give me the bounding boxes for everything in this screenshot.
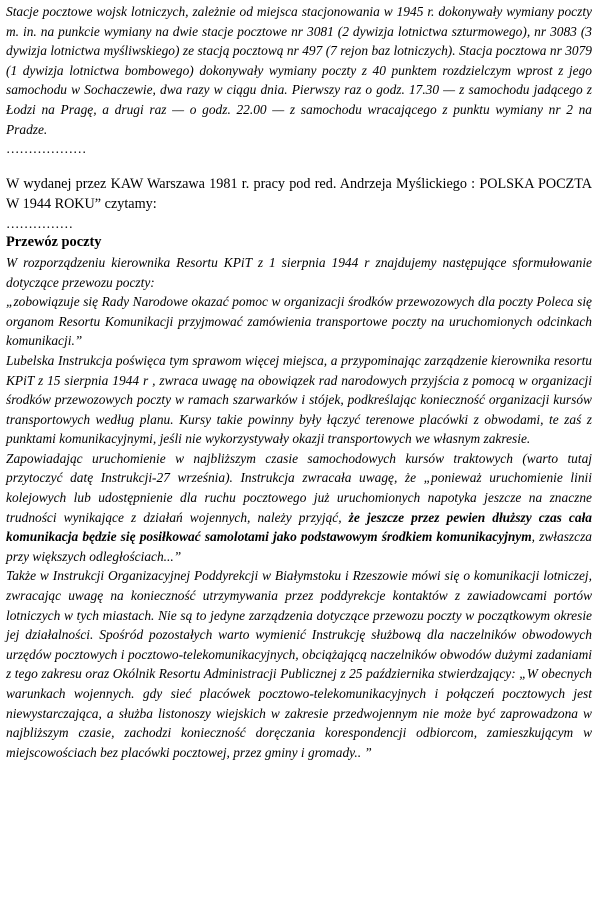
section-heading: Przewóz poczty — [6, 234, 102, 251]
document-page — [6, 2, 592, 762]
paragraph-organizational-instruction: Także w Instrukcji Organizacyjnej Poddyrekcji w Białymstoku i Rzeszowie mówi się o komunikacji lotniczej, zwracając uwagę na konieczność utrzymywania przez poddyrekcje kontaktów z zawiadowcami portów lotniczych w tych miastach. Nie są to jedyne zarządzenia dotyczące przewozu poczty w początkowym okresie jej działalności. Spośród pozostałych warto wymienić Instrukcję służbową dla naczelników obwodowych urzędów pocztowych i pocztowo-telekomunikacyjnych, obciążającą naczelników obwodów dużymi zadaniami z tego zakresu oraz Okólnik Resortu Administracji Publicznej z 25 października stwierdzający: „W obecnych warunkach wojennych. gdy sieć placówek pocztowo-telekomunikacyjnych i połączeń pocztowych jest niewystarczająca, a służba listonoszy wiejskich w zakresie przedwojennym nie może być zaprowadzona w najbliższym czasie, zachodzi konieczność doręczania korespondencji odbiorcom, zamieszkującym w miejscowościach bez placówki pocztowej, przez gminy i gromady.. ” — [6, 568, 592, 760]
ellipsis-separator: ……………… — [6, 141, 87, 157]
source-line: W wydanej przez KAW Warszawa 1981 r. pracy pod red. Andrzeja Myślickiego : POLSKA POCZTA W 1944 ROKU” czytamy: — [6, 176, 592, 212]
paragraph-instruction-quote — [6, 449, 592, 567]
blank-line — [6, 158, 592, 175]
quote-regulation: „zobowiązuje się Rady Narodowe okazać pomoc w organizacji środków przewozowych dla poczty Poleca się organom Resortu Komunikacji przyjmować zamówienia transportowe poczty na uruchomionych odcinkach komunikacji.” — [6, 294, 592, 349]
emphasized-phrase: że jeszcze przez pewien dłuższy czas cała komunikacja będzie się posiłkować samolotami jako podstawowym środkiem komunikacyjnym — [6, 509, 592, 545]
paragraph-instruction-start: Zapowiadając uruchomienie w najbliższym czasie samochodowych kursów traktowych (warto tutaj przytoczyć datę Instrukcji-27 września). Instrukcja zwracała uwagę, że „ponieważ uruchomienie linii kolejowych lub udostępnienie dla ruchu pocztowego już uruchomionych napotyka jeszcze na znaczne trudności wynikające z działań wojennych, należy przyjąć, — [6, 450, 592, 525]
intro-paragraph: Stacje pocztowe wojsk lotniczych, zależnie od miejsca stacjonowania w 1945 r. dokonywały wymiany poczty m. in. na punkcie wymiany na dwie stacje pocztowe nr 3081 (2 dywizja lotnictwa szturmowego), nr 3083 (3 dywizja lotnictwa myśliwskiego) ze stacją pocztową nr 497 (7 rejon baz lotniczych). Stacja pocztowa nr 3079 (1 dywizja lotnictwa bombowego) dokonywały wymiany poczty z 40 punktem rozdzielczym wprost z jego samochodu w Sochaczewie, dwa razy w ciągu dnia. Pierwszy raz o godz. 17.30 — z samochodu jadącego z Łodzi na Pragę, a drugi raz — o godz. 22.00 — z samochodu wracającego z punktu wymiany nr 2 na Pradze. — [6, 4, 592, 137]
paragraph-regulation: W rozporządzeniu kierownika Resortu KPiT z 1 sierpnia 1944 r znajdujemy następujące sformułowanie dotyczące przewozu poczty: — [6, 254, 592, 290]
ellipsis-separator-2: …………… — [6, 216, 73, 232]
paragraph-lublin-instruction: Lubelska Instrukcja poświęca tym sprawom więcej miejsca, a przypominając zarządzenie kierownika resortu KPiT z 15 sierpnia 1944 r , zwraca uwagę na obowiązek rad narodowych przyjścia z pomocą w organizacji środków przewozowych poczty w ramach szarwarków i stójek, podkreślając konieczność organizacji kursów transportowych według planu. Kursy takie powinny były łączyć terenowe placówki z obwodami, te zaś z punktami komunikacyjnymi, jeśli nie wykorzystywały okazji transportowych we własnym zakresie. — [6, 352, 592, 447]
paragraph-instruction-end: , zwłaszcza przy większych odległościach...” — [6, 529, 592, 564]
